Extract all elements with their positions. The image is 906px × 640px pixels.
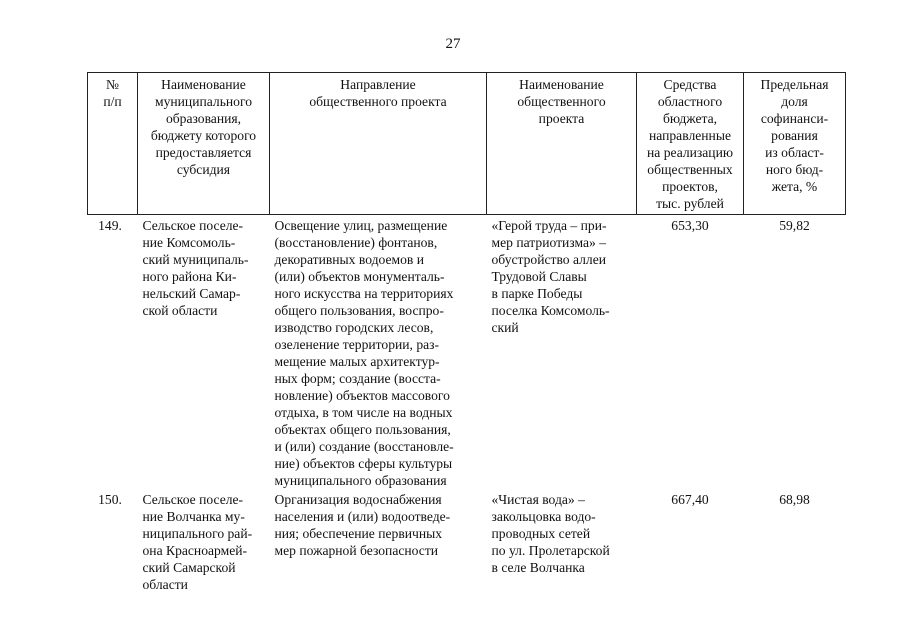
table-header	[88, 73, 846, 215]
municipality-cell: Сельское поселе- ние Комсомоль- ский муниципаль- ного района Ки- нельский Самар- ской области	[142, 218, 249, 318]
header-direction: Направление общественного проекта	[270, 73, 487, 215]
header-project: Наименование общественного проекта	[487, 73, 637, 215]
project-cell: «Чистая вода» – закольцовка водо- проводных сетей по ул. Пролетарской в селе Волчанка	[491, 492, 610, 575]
share-cell: 68,98	[779, 492, 810, 507]
funds-cell: 667,40	[671, 492, 709, 507]
subsidy-table	[87, 72, 846, 593]
direction-cell: Организация водоснабжения населения и (или) водоотведе- ния; обеспечение первичных мер пожарной безопасности	[274, 492, 451, 558]
municipality-cell: Сельское поселе- ние Волчанка му- ниципального рай- она Красноармей- ский Самарской области	[142, 492, 253, 592]
row-number: 149.	[98, 218, 122, 233]
share-cell: 59,82	[779, 218, 810, 233]
table-row	[88, 215, 846, 490]
project-cell: «Герой труда – при- мер патриотизма» – обустройство аллеи Трудовой Славы в парке Победы поселка Комсомоль- ский	[491, 218, 610, 335]
table-row	[88, 489, 846, 593]
header-funds: Средства областного бюджета, направленные на реализацию общественных проектов, тыс. рублей	[637, 73, 744, 215]
funds-cell: 653,30	[671, 218, 709, 233]
direction-cell: Освещение улиц, размещение (восстановление) фонтанов, декоративных водоемов и (или) объектов монументаль- ного искусства на территориях общего пользования, воспро- изводство городских лесов, озеленение территории, раз- мещение малых архитектур- ных форм; создание (восста- новление) объектов массового отдыха, в том числе на водных объектах общего пользования, и (или) создание (восстановле- ние) объектов сферы культуры муниципального образования	[274, 218, 454, 488]
header-municipality: Наименование муниципального образования, бюджету которого предоставляется субсидия	[138, 73, 270, 215]
page-number: 27	[445, 36, 461, 52]
row-number: 150.	[98, 492, 122, 507]
header-share: Предельная доля софинанси- рования из област- ного бюд- жета, %	[744, 73, 846, 215]
header-num: № п/п	[88, 73, 138, 215]
